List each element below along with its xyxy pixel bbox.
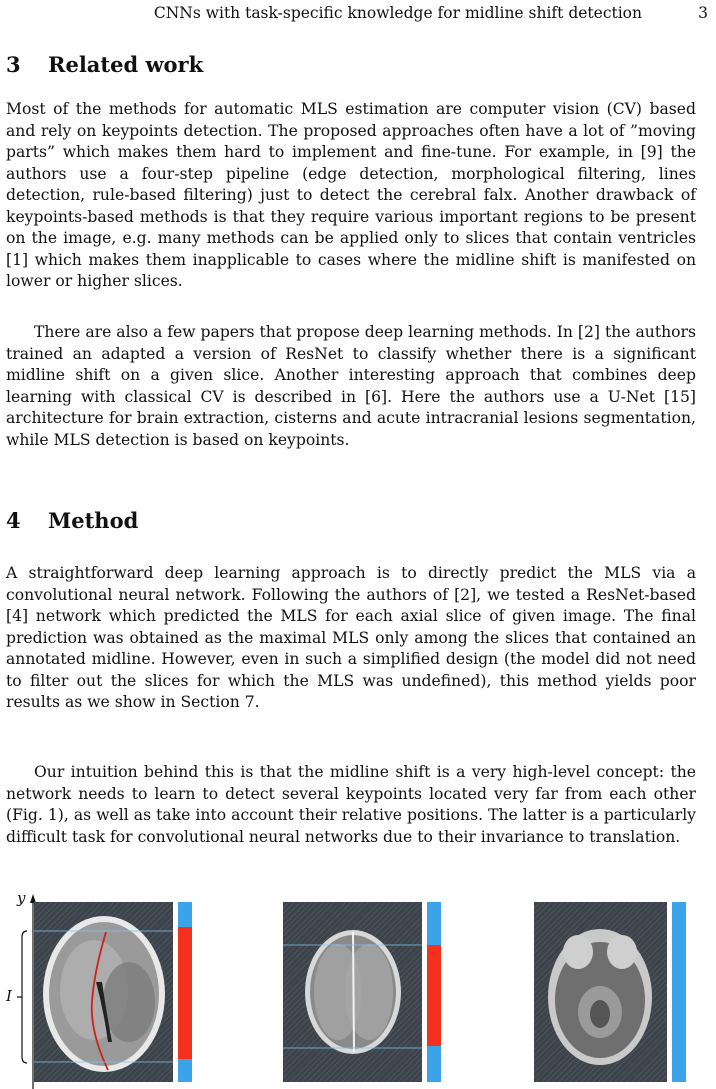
y-axis-label: y <box>17 889 26 907</box>
page-number: 3 <box>698 4 708 22</box>
valid-slice-segment <box>178 927 192 1058</box>
interval-bracket <box>22 931 27 1063</box>
paragraph: There are also a few papers that propose deep learning methods. In [2] the authors trained an adapted a version of ResNet to classify whether there is a significant midline shift on a given slice. Another interesting approach that combines deep learning with classical CV is described in [6]. Here the authors use a U-Net [15] architecture for brain extraction, cisterns and acute intracranial lesions segmentation, while MLS detection is based on keypoints. <box>6 323 696 449</box>
section-title: Method <box>48 508 139 533</box>
outside-slice-segment <box>427 902 441 945</box>
paragraph: Most of the methods for automatic MLS estimation are computer vision (CV) based and rely on keypoints detection. The proposed approaches often have a lot of ”moving parts” which makes them hard to implement and fine-tune. For example, in [9] the authors use a four-step pipeline (edge detection, morphological filtering, lines detection, rule-based filtering) just to detect the cerebral falx. Another drawback of keypoints-based methods is that they require various important regions to be present on the image, e.g. many methods can be applied only to slices that contain ventricles [1] which makes them inapplicable to cases where the midline shift is manifested on lower or higher slices. <box>6 100 696 290</box>
section-heading-method <box>6 508 138 533</box>
interval-label: I <box>6 987 12 1005</box>
slice-range-bar-1 <box>178 902 192 1082</box>
running-head <box>6 4 708 24</box>
paragraph: Our intuition behind this is that the midline shift is a very high-level concept: the network needs to learn to detect several keypoints located very far from each other (Fig. 1), as well as take into account their relative positions. The latter is a particularly difficult task for convolutional neural networks due to their invariance to translation. <box>6 763 696 846</box>
running-title: CNNs with task-specific knowledge for midline shift detection <box>153 4 642 22</box>
outside-slice-segment <box>427 1046 441 1082</box>
section-heading-related-work <box>6 52 203 77</box>
section-title: Related work <box>48 52 204 77</box>
mri-scan-slice-2 <box>283 902 422 1082</box>
slice-range-bar-3 <box>672 902 686 1082</box>
slice-range-bar-2 <box>427 902 441 1082</box>
section-number: 4 <box>6 508 21 533</box>
figure-1 <box>0 889 716 1089</box>
outside-slice-segment <box>178 1059 192 1082</box>
paragraph: A straightforward deep learning approach is to directly predict the MLS via a convolutional neural network. Following the authors of [2], we tested a ResNet-based [4] network which predicted the MLS for each axial slice of given image. The final prediction was obtained as the maximal MLS only among the slices that contained an annotated midline. However, even in such a simplified design (the model did not need to filter out the slices for which the MLS was undefined), this method yields poor results as we show in Section 7. <box>6 564 696 711</box>
outside-slice-segment <box>672 902 686 1082</box>
outside-slice-segment <box>178 902 192 927</box>
mri-scan-slice-3 <box>534 902 667 1082</box>
valid-slice-segment <box>427 945 441 1046</box>
section-number: 3 <box>6 52 21 77</box>
ct-scan-slice-1 <box>34 902 173 1082</box>
